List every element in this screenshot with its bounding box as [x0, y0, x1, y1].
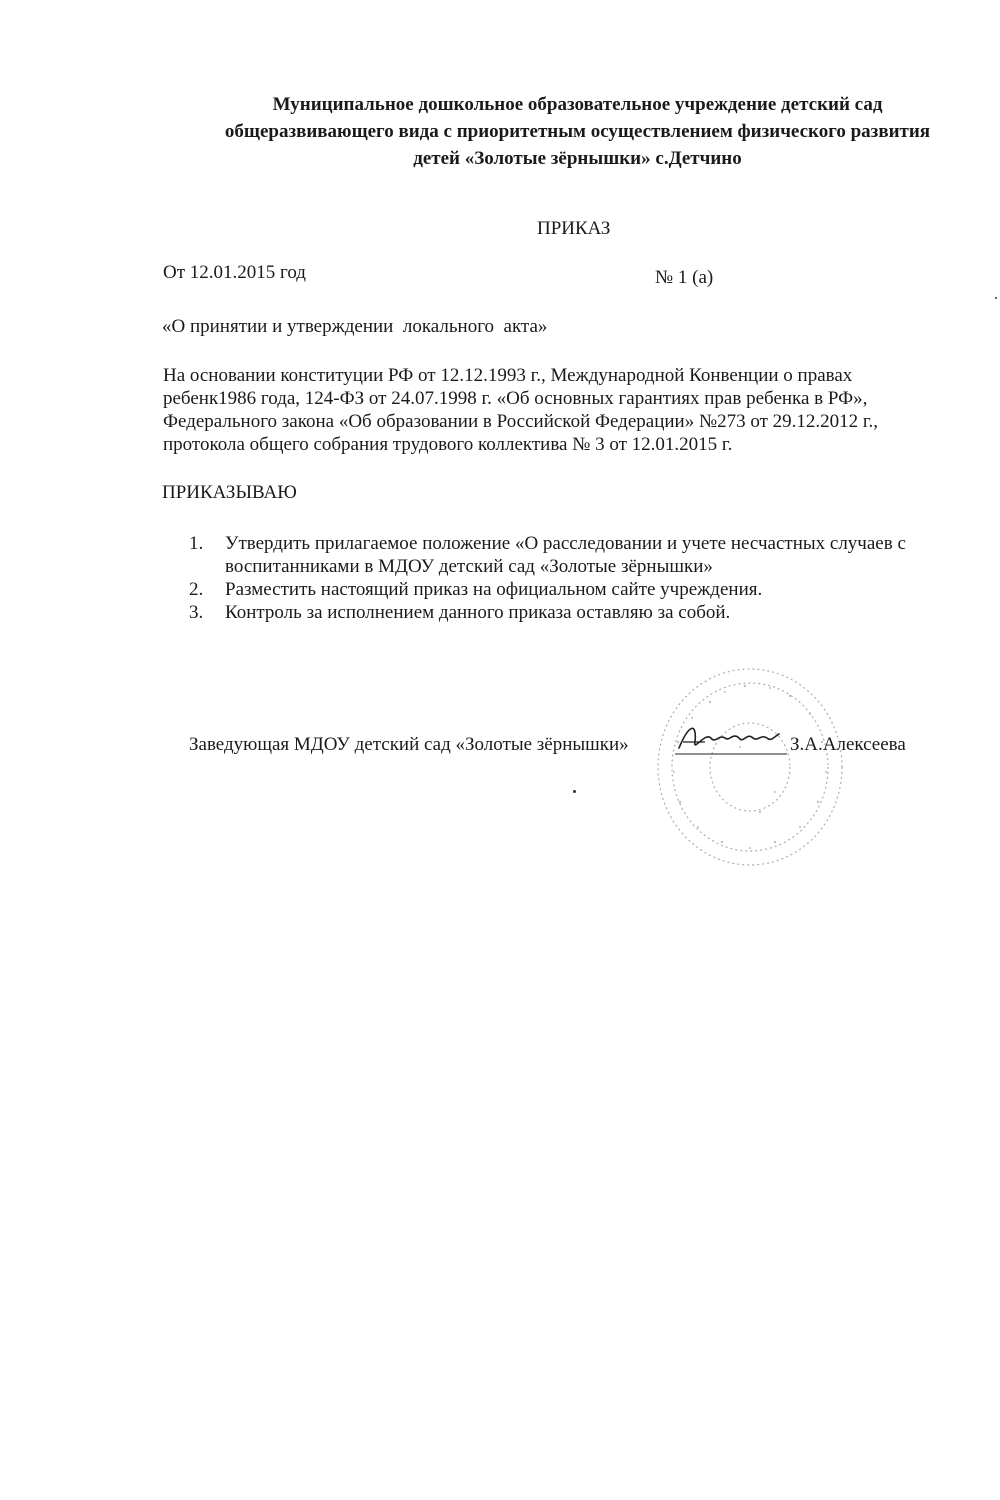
item-number: 2. — [189, 579, 204, 600]
item-number: 3. — [189, 602, 204, 623]
order-number: № 1 (а) — [655, 267, 714, 288]
order-items-list — [189, 532, 906, 624]
document-title: ПРИКАЗ — [537, 218, 611, 239]
item-text-line: Контроль за исполнением данного приказа оставляю за собой. — [225, 602, 731, 623]
organization-line-3: детей «Золотые зёрнышки» с.Детчино — [413, 148, 742, 169]
list-item — [189, 578, 906, 601]
list-item — [189, 601, 906, 624]
item-text-line: Утвердить прилагаемое положение «О расследовании и учете несчастных случаев с — [225, 533, 906, 554]
signatory-name: З.А.Алексеева — [790, 734, 906, 755]
organization-heading — [170, 91, 985, 172]
basis-line-1: На основании конституции РФ от 12.12.1993 г., Международной Конвенции о правах — [163, 365, 853, 386]
basis-line-3: Федерального закона «Об образовании в Российской Федерации» №273 от 29.12.2012 г., — [163, 411, 879, 432]
item-text-line: Разместить настоящий приказ на официальном сайте учреждения. — [225, 579, 763, 600]
list-item — [189, 532, 906, 578]
order-subject: «О принятии и утверждении локального акта» — [162, 316, 548, 337]
decree-word: ПРИКАЗЫВАЮ — [162, 482, 297, 503]
order-date: От 12.01.2015 год — [163, 262, 306, 283]
basis-line-4: протокола общего собрания трудового коллектива № 3 от 12.01.2015 г. — [163, 434, 733, 455]
item-text-line: воспитанниками в МДОУ детский сад «Золотые зёрнышки» — [225, 556, 713, 577]
signatory-position: Заведующая МДОУ детский сад «Золотые зёрнышки» — [189, 734, 629, 755]
handwritten-signature — [675, 718, 790, 760]
organization-line-2: общеразвивающего вида с приоритетным осуществлением физического развития — [224, 121, 931, 142]
organization-line-1: Муниципальное дошкольное образовательное учреждение детский сад — [272, 94, 883, 115]
basis-line-2: ребенк1986 года, 124-ФЗ от 24.07.1998 г. «Об основных гарантиях прав ребенка в РФ», — [163, 388, 868, 409]
item-number: 1. — [189, 533, 204, 554]
ink-speck — [573, 790, 576, 793]
ink-speck — [995, 297, 997, 299]
seal-stamp — [650, 662, 850, 872]
basis-paragraph — [163, 364, 878, 456]
